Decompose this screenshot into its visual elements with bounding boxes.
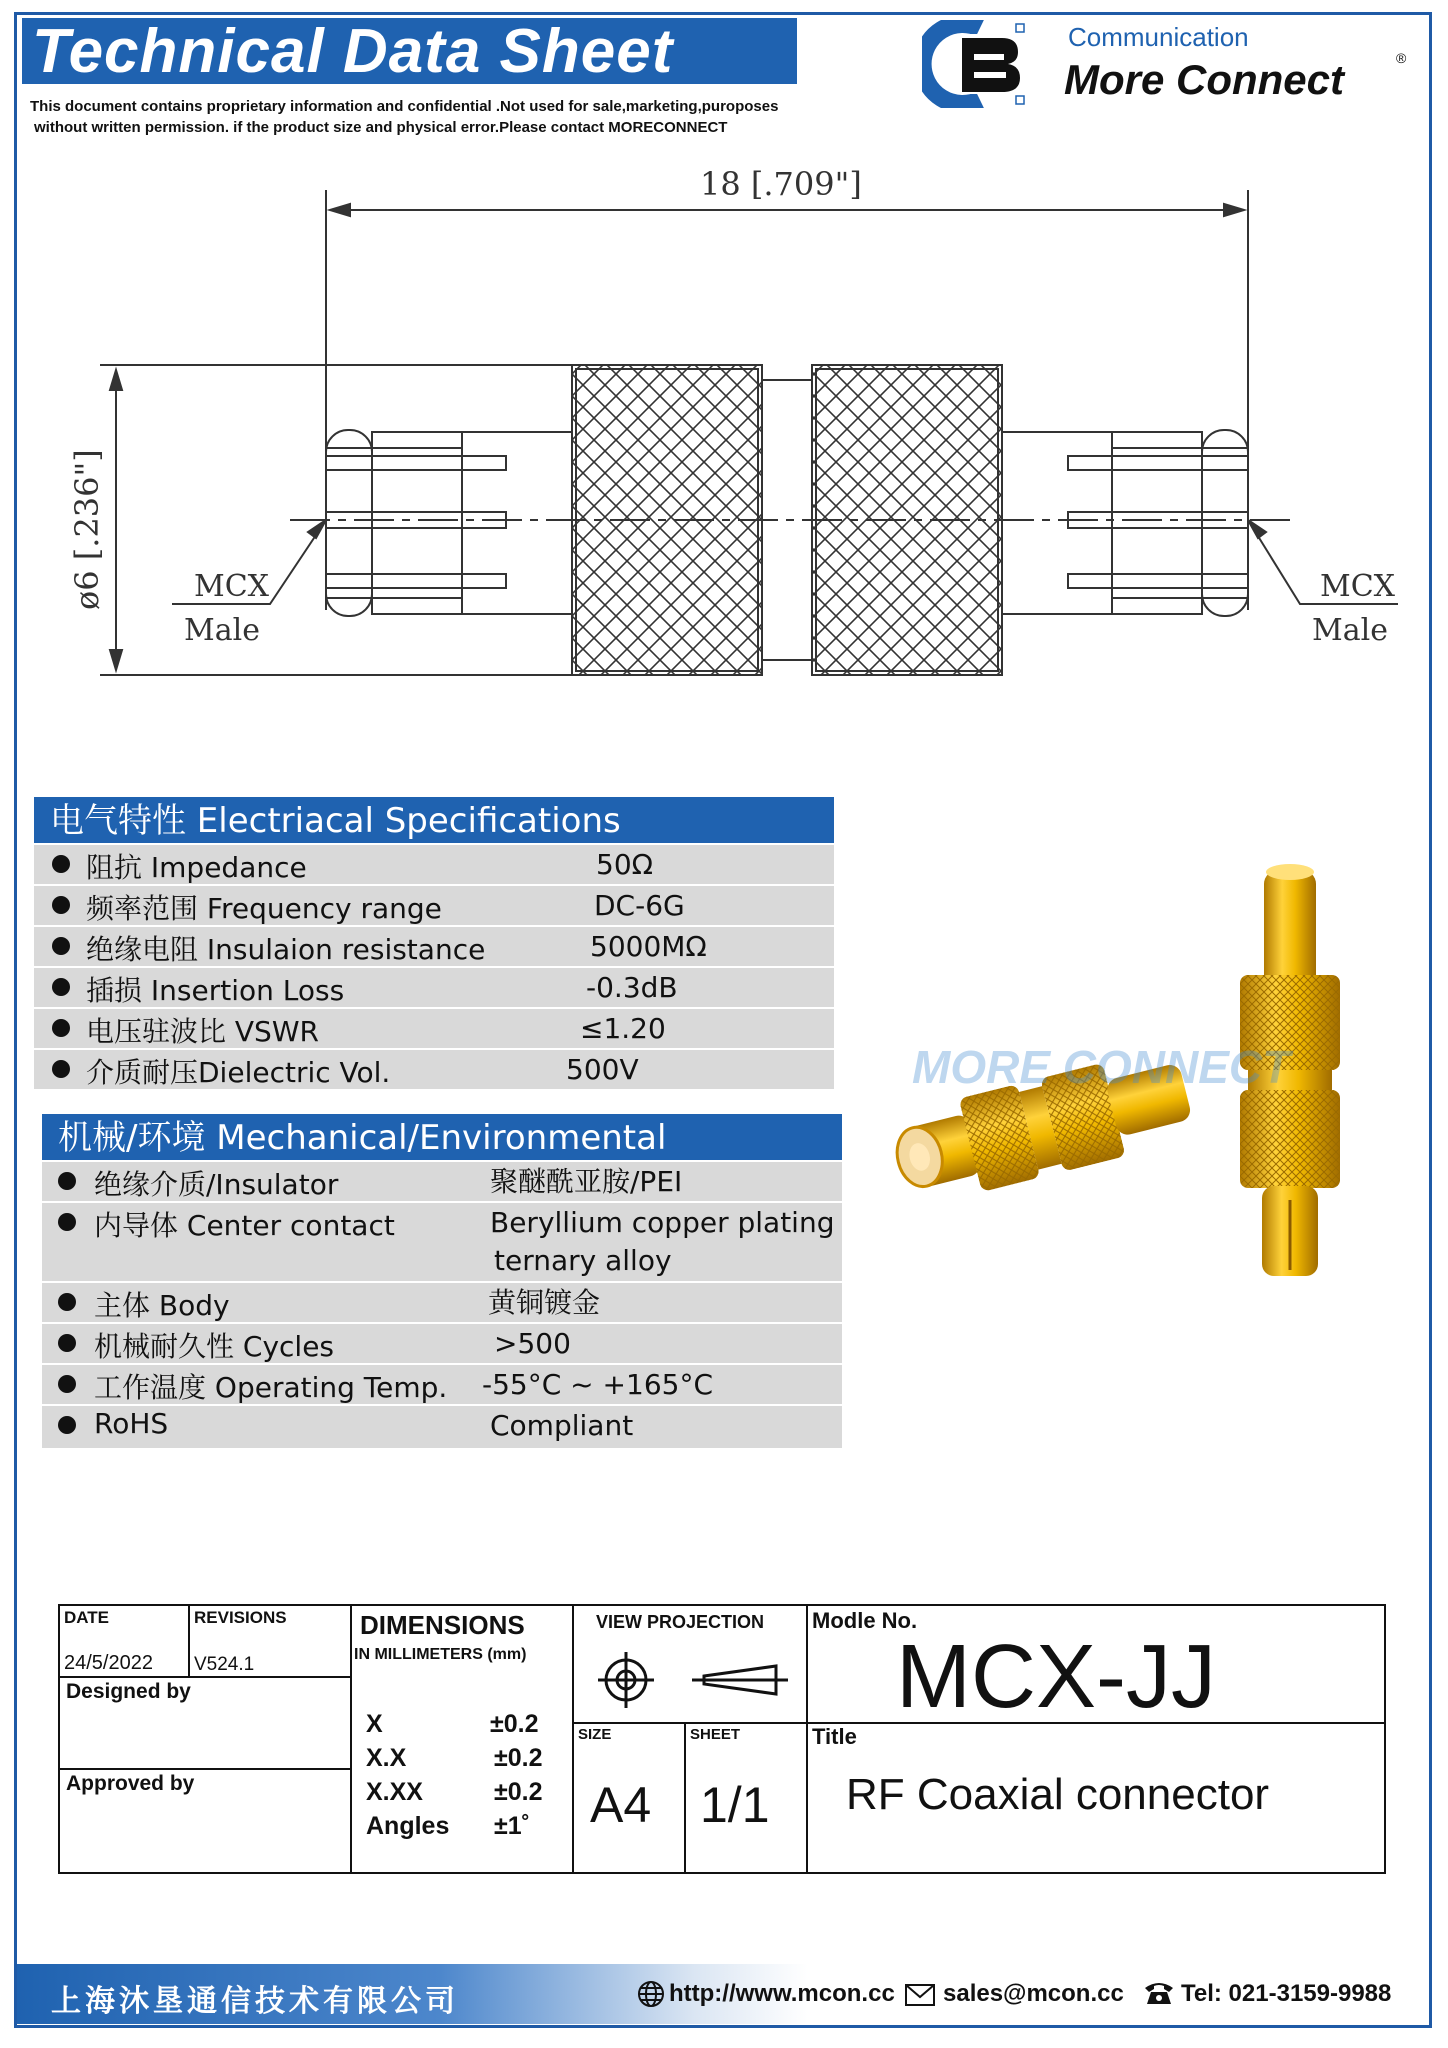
spec-label: 内导体 Center contact <box>94 1209 395 1242</box>
bullet-icon <box>52 978 70 996</box>
tolerance-key: X.XX <box>366 1778 423 1806</box>
spec-value: DC-6G <box>594 889 685 922</box>
tolerance-key: X <box>366 1710 383 1738</box>
spec-value: Compliant <box>490 1409 634 1442</box>
model-number: MCX-JJ <box>896 1627 1216 1727</box>
revisions-label: REVISIONS <box>194 1608 287 1627</box>
bullet-icon <box>58 1416 76 1434</box>
tolerance-value: ±0.2 <box>494 1778 543 1806</box>
spec-row <box>34 884 834 925</box>
model-label: Modle No. <box>812 1608 918 1633</box>
watermark: MORE CONNECT <box>912 1041 1291 1093</box>
company-name: 上海沐垦通信技术有限公司 <box>51 1984 459 2019</box>
spec-row <box>42 1404 842 1448</box>
spec-value: 50Ω <box>596 848 654 881</box>
spec-value: 聚醚酰亚胺/PEI <box>490 1165 683 1198</box>
notice-line-1: This document contains proprietary information and confidential .Not used for sale,marketing,puroposes <box>30 98 779 115</box>
spec-row <box>34 1007 834 1048</box>
divider <box>684 1722 686 1872</box>
globe-icon <box>637 1980 665 2008</box>
right-connector-label: MCX <box>1320 569 1396 604</box>
bullet-icon <box>52 1060 70 1078</box>
approved-by-label: Approved by <box>66 1772 195 1795</box>
title-block <box>58 1604 1386 1874</box>
spec-label: 阻抗 Impedance <box>86 851 307 884</box>
divider <box>572 1606 574 1872</box>
spec-value: >500 <box>494 1327 571 1360</box>
bullet-icon <box>52 1019 70 1037</box>
brand-name: More Connect <box>1064 56 1345 103</box>
tolerance-key: Angles <box>366 1812 450 1840</box>
tolerance-value: ±0.2 <box>490 1710 539 1738</box>
length-dimension: 18 [.709"] <box>700 165 862 203</box>
title-label: Title <box>812 1724 857 1749</box>
divider <box>60 1676 350 1678</box>
spec-label: RoHS <box>94 1407 169 1440</box>
bullet-icon <box>52 896 70 914</box>
notice-line-2: without written permission. if the product size and physical error.Please contact MORECONNECT <box>34 119 728 136</box>
bullet-icon <box>58 1334 76 1352</box>
sheet-label: SHEET <box>690 1726 741 1743</box>
date-value: 24/5/2022 <box>64 1652 153 1674</box>
electrical-heading: 电气特性 Electriacal Specifications <box>34 797 834 843</box>
product-title: RF Coaxial connector <box>846 1770 1270 1819</box>
spec-row <box>34 925 834 966</box>
projection-symbol-icon <box>596 1650 796 1710</box>
spec-value: 5000MΩ <box>590 930 707 963</box>
spec-row <box>42 1201 842 1281</box>
spec-row <box>42 1363 842 1404</box>
tolerance-value: ±1˚ <box>494 1812 530 1840</box>
spec-row <box>42 1322 842 1363</box>
spec-row <box>34 843 834 884</box>
size-value: A4 <box>590 1777 652 1833</box>
left-connector-gender: Male <box>184 613 260 648</box>
dimensions-unit: IN MILLIMETERS (mm) <box>354 1646 527 1663</box>
mail-icon <box>905 1984 935 2006</box>
bullet-icon <box>58 1172 76 1190</box>
telephone: Tel: 021-3159-9988 <box>1181 1980 1392 2007</box>
mechanical-specifications <box>42 1114 842 1448</box>
date-label: DATE <box>64 1608 110 1627</box>
confidential-notice <box>30 96 778 138</box>
left-connector-label: MCX <box>194 569 270 604</box>
bullet-icon <box>58 1213 76 1231</box>
spec-row <box>34 966 834 1007</box>
size-label: SIZE <box>578 1726 612 1743</box>
right-connector-gender: Male <box>1312 613 1388 648</box>
spec-label: 绝缘电阻 Insulaion resistance <box>86 933 486 966</box>
spec-value: -0.3dB <box>586 971 678 1004</box>
bullet-icon <box>58 1293 76 1311</box>
spec-label: 绝缘介质/Insulator <box>94 1168 339 1201</box>
bullet-icon <box>58 1375 76 1393</box>
technical-drawing <box>0 150 1448 690</box>
view-projection-label: VIEW PROJECTION <box>596 1612 765 1632</box>
bullet-icon <box>52 855 70 873</box>
spec-row <box>42 1160 842 1201</box>
divider <box>188 1606 190 1676</box>
phone-icon <box>1143 1980 1175 2006</box>
document-title: Technical Data Sheet <box>32 17 674 86</box>
spec-value-continued: ternary alloy <box>494 1244 672 1277</box>
email-link[interactable]: sales@mcon.cc <box>943 1980 1124 2007</box>
spec-value: ≤1.20 <box>580 1012 666 1045</box>
company-logo-icon <box>922 20 1034 108</box>
revisions-value: V524.1 <box>194 1654 255 1675</box>
spec-label: 介质耐压Dielectric Vol. <box>86 1056 391 1089</box>
spec-value: 黄铜镀金 <box>488 1286 601 1319</box>
spec-row <box>42 1281 842 1322</box>
brand-tagline: Communication <box>1068 22 1249 52</box>
spec-label: 主体 Body <box>94 1289 230 1322</box>
sheet-value: 1/1 <box>700 1777 770 1833</box>
electrical-specifications <box>34 797 834 1089</box>
spec-label: 工作温度 Operating Temp. <box>94 1371 448 1404</box>
tolerance-key: X.X <box>366 1744 407 1772</box>
spec-row <box>34 1048 834 1089</box>
bullet-icon <box>52 937 70 955</box>
divider <box>350 1606 352 1872</box>
document-title-bar <box>22 18 797 84</box>
tolerance-value: ±0.2 <box>494 1744 543 1772</box>
registered-mark: ® <box>1396 50 1407 66</box>
divider <box>60 1768 350 1770</box>
spec-value: Beryllium copper plating <box>490 1206 835 1239</box>
designed-by-label: Designed by <box>66 1680 191 1703</box>
spec-label: 插损 Insertion Loss <box>86 974 345 1007</box>
spec-label: 电压驻波比 VSWR <box>86 1015 319 1048</box>
mechanical-heading: 机械/环境 Mechanical/Environmental <box>42 1114 842 1160</box>
spec-label: 机械耐久性 Cycles <box>94 1330 335 1363</box>
diameter-dimension: ø6 [.236"] <box>68 449 106 610</box>
website-link[interactable]: http://www.mcon.cc <box>669 1980 895 2007</box>
spec-label: 频率范围 Frequency range <box>86 892 442 925</box>
spec-value: -55°C ~ +165°C <box>482 1368 713 1401</box>
dimensions-label: DIMENSIONS <box>360 1610 525 1640</box>
spec-value: 500V <box>566 1053 639 1086</box>
footer-bar <box>17 1964 1429 2024</box>
divider <box>806 1606 808 1872</box>
